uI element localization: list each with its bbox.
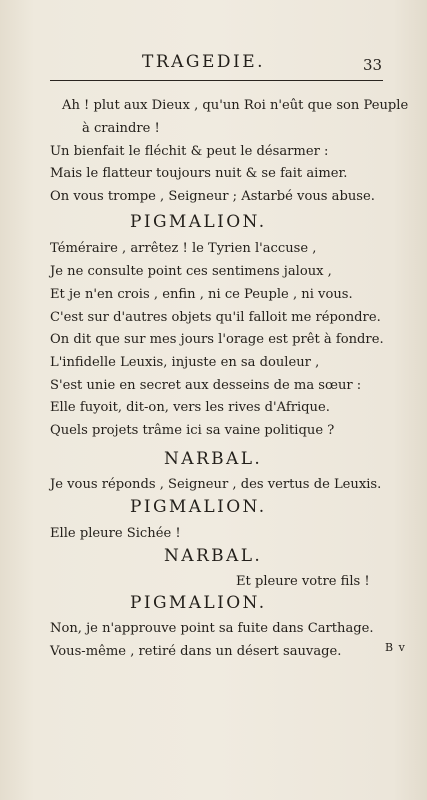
verse-line: Elle fuyoit, dit-on, vers les rives d'Afrique. <box>50 400 330 415</box>
verse-line: Quels projets trâme ici sa vaine politique ? <box>50 423 335 438</box>
verse-line: à craindre ! <box>82 121 160 136</box>
verse-line: Vous-même , retiré dans un désert sauvage. <box>50 644 342 659</box>
speaker-name: NARBAL. <box>164 546 263 566</box>
verse-line: Et pleure votre fils ! <box>236 574 370 589</box>
running-title: TRAGEDIE. <box>142 52 266 72</box>
page-number: 33 <box>363 56 383 74</box>
speaker-name: PIGMALION. <box>130 497 267 517</box>
verse-line: Un bienfait le fléchit & peut le désarmer : <box>50 144 329 159</box>
header-rule <box>50 80 383 81</box>
verse-line: L'infidelle Leuxis, injuste en sa douleur , <box>50 355 320 370</box>
verse-line: Et je n'en crois , enfin , ni ce Peuple , ni vous. <box>50 287 353 302</box>
verse-line: Mais le flatteur toujours nuit & se fait aimer. <box>50 166 348 181</box>
verse-line: On dit que sur mes jours l'orage est prêt à fondre. <box>50 332 384 347</box>
verse-line: On vous trompe , Seigneur ; Astarbé vous abuse. <box>50 189 375 204</box>
verse-line: Elle pleure Sichée ! <box>50 526 181 541</box>
verse-line: Ah ! plut aux Dieux , qu'un Roi n'eût que son Peuple <box>62 98 409 113</box>
verse-line: S'est unie en secret aux desseins de ma sœur : <box>50 378 362 393</box>
verse-line: Je ne consulte point ces sentimens jaloux , <box>50 264 332 279</box>
verse-line: Non, je n'approuve point sa fuite dans Carthage. <box>50 621 374 636</box>
verse-line: Je vous réponds , Seigneur , des vertus de Leuxis. <box>50 477 382 492</box>
verse-line: C'est sur d'autres objets qu'il falloit me répondre. <box>50 310 381 325</box>
speaker-name: PIGMALION. <box>130 212 267 232</box>
speaker-name: NARBAL. <box>164 449 263 469</box>
verse-line: Téméraire , arrêtez ! le Tyrien l'accuse , <box>50 241 317 256</box>
catchword: B v <box>385 641 406 654</box>
speaker-name: PIGMALION. <box>130 593 267 613</box>
